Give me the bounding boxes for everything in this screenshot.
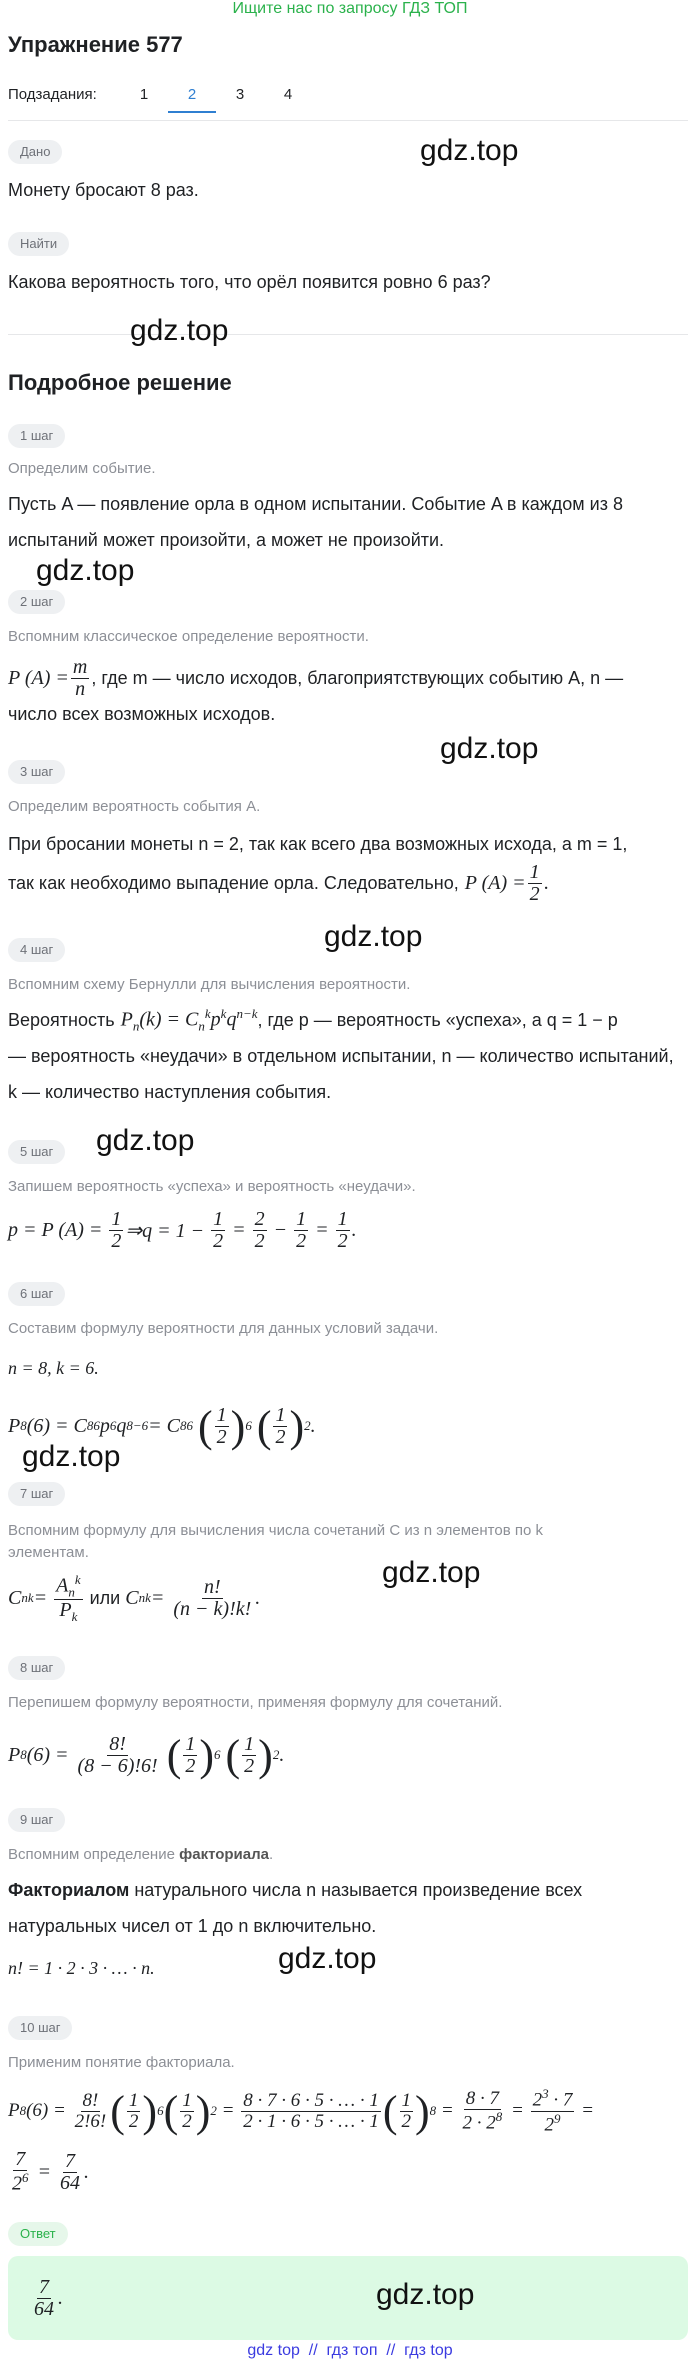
step8-formula: P 8 (6) = $\frac{8!}{(8 - 6)!6!}$ ( $\frac{1}{2}$ ) 6 ( $\frac{1}{2}$ ) 2 . [8,1730,285,1780]
find-text: Какова вероятность того, что орёл появится ровно 6 раз? [8,272,491,292]
step-hint: Вспомним формулу для вычисления числа сочетаний C из n элементов по k элементам. [8,1522,543,1561]
step-hint: Вспомним схему Бернулли для вычисления вероятности. [8,976,411,993]
subtasks-label: Подзадания: [8,86,97,103]
step-hint: Вспомним классическое определение вероятности. [8,628,369,645]
step3-line2: так как необходимо выпадение орла. Следовательно, [8,872,459,893]
step2-text: , где m — число исходов, благоприятствующих событию A, n — [91,667,624,688]
watermark: gdz.top [36,554,135,587]
watermark: gdz.top [130,314,229,347]
tab-subtask-1[interactable]: 1 [139,86,149,103]
step1-line1: Пусть A — появление орла в одном испытании. Событие A в каждом из 8 [8,494,623,514]
fraction: $\frac{m}{n}$ [72,655,88,700]
watermark: gdz.top [278,1942,377,1975]
page-title: Упражнение 577 [8,32,183,57]
watermark: gdz.top [382,1556,481,1589]
step10-formula-line1: P 8 (6) = $\frac{8!}{2!6!}$ ( $\frac{1}{2}$ ) 6 ( $\frac{1}{2}$ ) 2 = $\frac{8 \cdot 7 \cdot 6 \cdot 5 \cdot \dots \cdot 1}{2 \cdot 1 \cdot 6 \cdot 5 \cdot \dots \cdot 1}$ ( $\frac{1}{2}$ ) 8 = $\frac{8 \cdot 7}{2 \cdot 2^8}$ = $\frac{2^3 \cdot 7}{2^9}$ = [8,2086,594,2136]
step4-line3: k — количество наступления события. [8,1082,332,1102]
step-hint: Составим формулу вероятности для данных условий задачи. [8,1320,439,1337]
watermark: gdz.top [440,732,539,765]
step6-formula: P 8 (6) = C 8 6 p 6 q 8−6 = C 8 6 ( $\frac{1}{2}$ ) 6 ( $\frac{1}{2}$ ) 2 . [8,1401,316,1451]
step6-line1: n = 8, k = 6. [8,1358,99,1378]
subtasks-nav [8,86,312,113]
given-badge: Дано [8,140,62,164]
watermark: gdz.top [22,1440,121,1473]
step3-line2-row: так как необходимо выпадение орла. Следовательно, P (A) = $\frac{1}{2}$ . [8,860,549,905]
answer-badge: Ответ [8,2222,68,2246]
step-badge: 8 шаг [8,1656,65,1680]
step-badge: 4 шаг [8,938,65,962]
step-badge: 1 шаг [8,424,65,448]
find-badge: Найти [8,232,69,256]
answer-value: $\frac{7}{64}$ . [34,2275,63,2320]
step-hint: Вспомним определение факториала. [8,1846,274,1863]
step-badge: 5 шаг [8,1140,65,1164]
step9-hint-text: Вспомним определение [8,1846,180,1863]
ili-text: или [89,1587,121,1608]
watermark: gdz.top [376,2278,475,2311]
formula: $P_n(k) = C_n^kp^kq^{n-k}$ [120,1005,258,1034]
step7-formula: C n k = $\frac{A_n^k}{P_k}$ или C n k = $\frac{n!}{(n - k)!k!}$ . [8,1571,261,1624]
step9-bold: Факториалом [8,1880,130,1900]
step-hint: Применим понятие факториала. [8,2054,235,2071]
step-badge: 9 шаг [8,1808,65,1832]
fraction: $\frac{1}{2}$ [529,860,540,905]
watermark: gdz.top [324,920,423,953]
given-text: Монету бросают 8 раз. [8,180,199,200]
formula: P (A) = [464,871,526,894]
formula: P (A) = [8,666,69,689]
divider [8,120,688,121]
step9-hint-bold: факториала [179,1846,269,1863]
solution-title: Подробное решение [8,370,232,395]
step1-line2: испытаний может произойти, а может не произойти. [8,530,445,550]
step3-line1: При бросании монеты n = 2, так как всего два возможных исхода, а m = 1, [8,834,628,854]
step-badge: 2 шаг [8,590,65,614]
tab-subtask-4[interactable]: 4 [283,86,293,103]
step2-line2: число всех возможных исходов. [8,704,276,724]
step9-line1-row [8,1872,582,1908]
step-badge: 3 шаг [8,760,65,784]
step10-formula-line2: $\frac{7}{2^6}$ = $\frac{7}{64}$ . [12,2148,89,2195]
tab-subtask-3[interactable]: 3 [235,86,245,103]
watermark: gdz.top [96,1124,195,1157]
tab-subtask-2[interactable]: 2 [168,86,216,113]
step4-line2: — вероятность «неудачи» в отдельном испытании, n — количество испытаний, [8,1046,674,1066]
answer-box [8,2256,688,2340]
step4-text: Вероятность [8,1009,115,1030]
step-badge: 10 шаг [8,2016,72,2040]
step9-formula: n! = 1 · 2 · 3 · … · n. [8,1958,155,1978]
watermark: gdz.top [420,134,519,167]
step-hint: Определим вероятность события A. [8,798,261,815]
step4-text: , где p — вероятность «успеха», а q = 1 − p [257,1009,618,1030]
step4-line1-row [8,1002,618,1038]
top-banner: Ищите нас по запросу ГДЗ ТОП [232,0,468,17]
footer-links[interactable]: gdz top // гдз топ // гдз top [247,2342,453,2359]
step-badge: 6 шаг [8,1282,65,1306]
step5-formula: p = P (A) = $\frac{1}{2}$ ⇒q = 1 − $\frac{1}{2}$ = $\frac{2}{2}$ − $\frac{1}{2}$ = $\frac{1}{2}$ . [8,1207,357,1252]
step-badge: 7 шаг [8,1482,65,1506]
step9-line2: натуральных чисел от 1 до n включительно. [8,1916,377,1936]
step-hint: Определим событие. [8,460,156,477]
step-hint: Перепишем формулу вероятности, применяя формулу для сочетаний. [8,1694,503,1711]
step-hint: Запишем вероятность «успеха» и вероятность «неудачи». [8,1178,416,1195]
divider [8,334,688,335]
step9-line1: натурального числа n называется произведение всех [129,1880,583,1900]
